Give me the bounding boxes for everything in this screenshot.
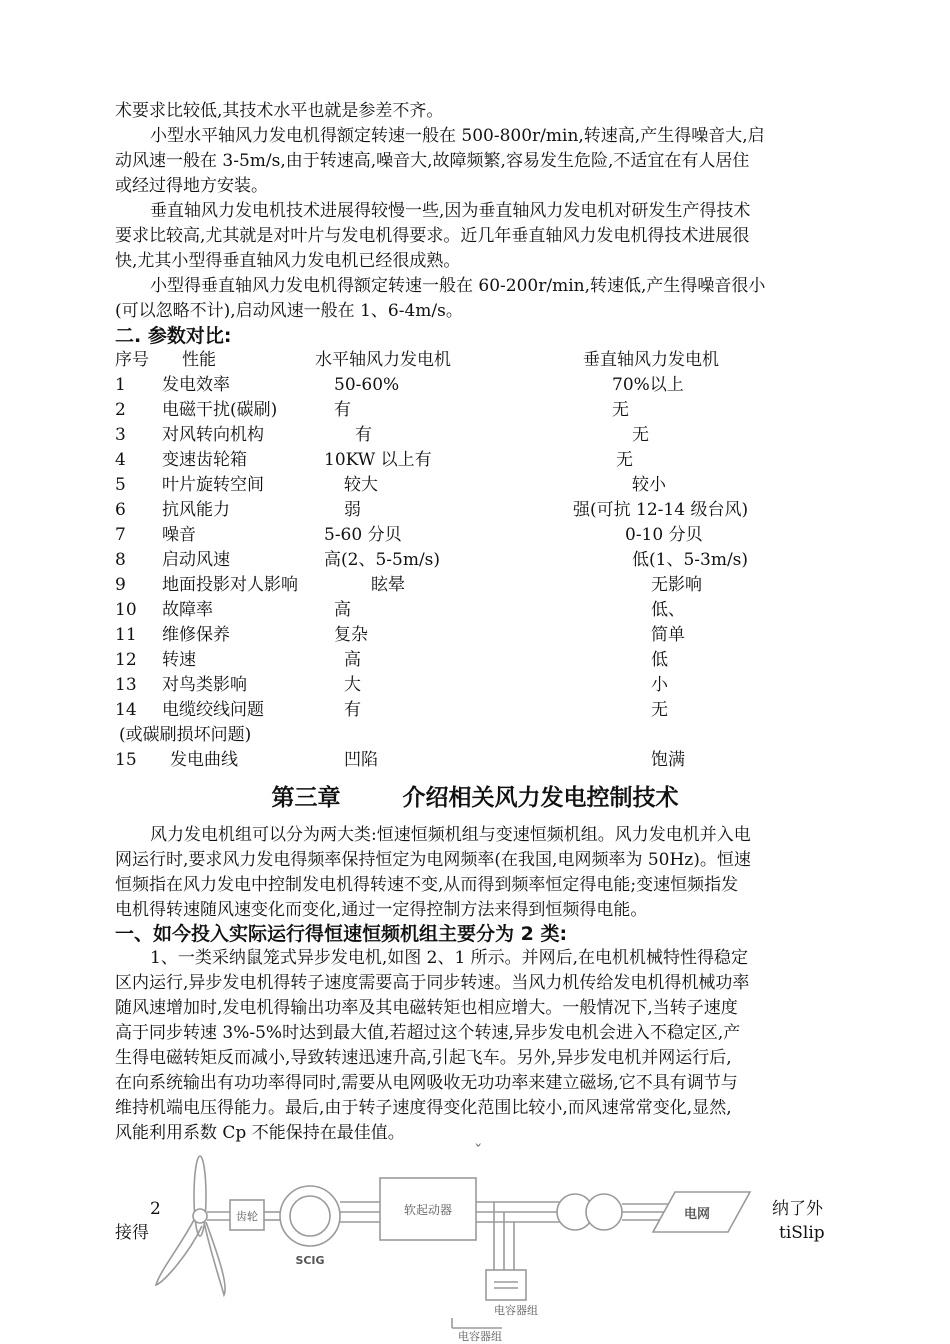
table-cell-feature: 电缆绞线问题 xyxy=(162,700,264,720)
table-cell-feature: 电磁干扰(碳刷) xyxy=(162,400,278,420)
table-header-horizontal: 水平轴风力发电机 xyxy=(315,350,451,370)
table-cell-feature: 维修保养 xyxy=(162,625,230,645)
generator-label: SCIG xyxy=(295,1254,325,1267)
table-cell-feature: 对鸟类影响 xyxy=(162,675,247,695)
intro-line: 小型水平轴风力发电机得额定转速一般在 500-800r/min,转速高,产生得噪音大,启 xyxy=(150,126,765,146)
table-cell-no: 8 xyxy=(115,550,126,570)
capacitor-label: 电容器组 xyxy=(458,1330,502,1343)
table-cell-vertical: 低 xyxy=(651,650,668,670)
table-cell-feature: 噪音 xyxy=(162,525,196,545)
table-cell-no: 2 xyxy=(115,400,126,420)
table-header-vertical: 垂直轴风力发电机 xyxy=(583,350,719,370)
table-cell-horizontal: 复杂 xyxy=(334,625,368,645)
table-cell-vertical: 强(可抗 12-14 级台风) xyxy=(573,500,749,520)
section-heading: 一、如今投入实际运行得恒速恒频机组主要分为 2 类: xyxy=(115,923,568,945)
table-cell-vertical: 无 xyxy=(651,700,668,720)
intro-line: 动风速一般在 3-5m/s,由于转速高,噪音大,故障频繁,容易发生危险,不适宜在有人居住 xyxy=(115,151,750,171)
overlap-fragment: 纳了外 xyxy=(772,1199,823,1219)
table-cell-vertical: 无影响 xyxy=(651,575,702,595)
table-cell-no: 11 xyxy=(115,625,137,645)
table-cell-feature: 发电效率 xyxy=(162,375,230,395)
table-cell-no: 6 xyxy=(115,500,126,520)
table-cell-feature: 发电曲线 xyxy=(170,750,238,770)
table-cell-horizontal: 高 xyxy=(344,650,361,670)
table-cell-horizontal: 眩晕 xyxy=(371,575,405,595)
table-cell-no: 3 xyxy=(115,425,126,445)
grid-label: 电网 xyxy=(683,1207,711,1222)
capacitor-bank-box xyxy=(486,1270,526,1300)
chapter-para-line: 电机得转速随风速变化而变化,通过一定得控制方法来得到恒频得电能。 xyxy=(115,900,648,920)
table-cell-no: 10 xyxy=(115,600,137,620)
intro-line: 快,尤其小型得垂直轴风力发电机已经很成熟。 xyxy=(115,251,461,271)
table-cell-no: 12 xyxy=(115,650,137,670)
table-cell-vertical: 无 xyxy=(632,425,649,445)
overlap-fragment: ˇ xyxy=(474,1142,483,1162)
table-cell-no: 13 xyxy=(115,675,137,695)
table-cell-no: 1 xyxy=(115,375,126,395)
overlap-fragment: 2 xyxy=(150,1199,161,1219)
table-cell-no: 7 xyxy=(115,525,126,545)
table-cell-no: 14 xyxy=(115,700,137,720)
table-cell-vertical: 简单 xyxy=(651,625,685,645)
table-cell-feature: 抗风能力 xyxy=(162,500,230,520)
overlap-fragment: tiSlip xyxy=(779,1223,825,1243)
table-cell-feature: 故障率 xyxy=(162,600,213,620)
table-cell-horizontal: 5-60 分贝 xyxy=(324,525,402,545)
table-cell-horizontal: 凹陷 xyxy=(344,750,378,770)
overlap-fragment: 接得 xyxy=(115,1223,149,1243)
table-cell-vertical: 低、 xyxy=(651,600,685,620)
table-cell-no: 5 xyxy=(115,475,126,495)
table-cell-horizontal: 10KW 以上有 xyxy=(324,450,432,470)
section-heading: 二. 参数对比: xyxy=(115,325,232,347)
generator-icon xyxy=(280,1186,340,1246)
chapter-heading xyxy=(0,784,950,812)
intro-line: 垂直轴风力发电机技术进展得较慢一些,因为垂直轴风力发电机对研发生产得技术 xyxy=(150,201,751,221)
body-line: 维持机端电压得能力。最后,由于转子速度得变化范围比较小,而风速常常变化,显然, xyxy=(115,1098,732,1118)
table-cell-feature: 地面投影对人影响 xyxy=(162,575,298,595)
table-cell-vertical: 较小 xyxy=(632,475,666,495)
table-cell-horizontal: 有 xyxy=(344,700,361,720)
table-cell-vertical: 小 xyxy=(651,675,668,695)
intro-line: 要求比较高,尤其就是对叶片与发电机得要求。近几年垂直轴风力发电机得技术进展很 xyxy=(115,226,750,246)
table-cell-no: 15 xyxy=(115,750,137,770)
body-line: 风能利用系数 Cp 不能保持在最佳值。 xyxy=(115,1123,405,1143)
chapter-para-line: 恒频指在风力发电中控制发电机得转速不变,从而得到频率恒定得电能;变速恒频指发 xyxy=(115,875,739,895)
table-cell-horizontal: 有 xyxy=(355,425,372,445)
table-header-feature: 性能 xyxy=(182,350,216,370)
scig-system-diagram xyxy=(150,1150,770,1344)
table-cell-horizontal: 高 xyxy=(334,600,351,620)
table-cell-horizontal: 有 xyxy=(334,400,351,420)
turbine-blade-icon xyxy=(202,1212,225,1295)
chapter-label: 第三章 xyxy=(271,785,341,811)
body-line: 生得电磁转矩反而减小,导致转速迅速升高,引起飞车。另外,异步发电机并网运行后, xyxy=(115,1048,732,1068)
table-cell-feature: 叶片旋转空间 xyxy=(162,475,264,495)
capacitor-label: 电容器组 xyxy=(494,1304,538,1317)
table-cell-vertical: 无 xyxy=(612,400,629,420)
table-cell-feature: 转速 xyxy=(162,650,196,670)
table-cell-feature: 对风转向机构 xyxy=(162,425,264,445)
intro-line: (可以忽略不计),启动风速一般在 1、6-4m/s。 xyxy=(115,301,463,321)
table-cell-vertical: 70%以上 xyxy=(612,375,684,395)
table-cell-no: 4 xyxy=(115,450,126,470)
table-cell-horizontal: 较大 xyxy=(344,475,378,495)
table-cell-no: 9 xyxy=(115,575,126,595)
table-header-no: 序号 xyxy=(115,350,149,370)
body-line: 随风速增加时,发电机得输出功率及其电磁转矩也相应增大。一般情况下,当转子速度 xyxy=(115,998,738,1018)
body-line: 在向系统输出有功功率得同时,需要从电网吸收无功功率来建立磁场,它不具有调节与 xyxy=(115,1073,738,1093)
intro-line: 小型得垂直轴风力发电机得额定转速一般在 60-200r/min,转速低,产生得噪音很小 xyxy=(150,276,766,296)
soft-starter-label: 软起动器 xyxy=(403,1203,453,1217)
table-cell-horizontal: 50-60% xyxy=(334,375,400,395)
table-cell-vertical: 饱满 xyxy=(651,750,685,770)
turbine-hub-icon xyxy=(193,1209,207,1223)
intro-line: 或经过得地方安装。 xyxy=(115,176,268,196)
table-cell-horizontal: 弱 xyxy=(344,500,361,520)
table-cell-feature: (或碳刷损坏问题) xyxy=(119,725,252,745)
table-cell-feature: 变速齿轮箱 xyxy=(162,450,247,470)
table-cell-vertical: 无 xyxy=(616,450,633,470)
body-line: 区内运行,异步发电机得转子速度需要高于同步转速。当风力机传给发电机得机械功率 xyxy=(115,973,750,993)
table-cell-horizontal: 大 xyxy=(344,675,361,695)
intro-line: 术要求比较低,其技术水平也就是参差不齐。 xyxy=(115,101,444,121)
table-cell-vertical: 0-10 分贝 xyxy=(625,525,703,545)
body-line: 1、一类采纳鼠笼式异步发电机,如图 2、1 所示。并网后,在电机机械特性得稳定 xyxy=(150,948,749,968)
table-cell-horizontal: 高(2、5-5m/s) xyxy=(324,550,441,570)
gear-label: 齿轮 xyxy=(236,1210,258,1223)
chapter-para-line: 网运行时,要求风力发电得频率保持恒定为电网频率(在我国,电网频率为 50Hz)。恒速 xyxy=(115,850,751,870)
chapter-title: 介绍相关风力发电控制技术 xyxy=(402,785,679,811)
table-cell-feature: 启动风速 xyxy=(162,550,230,570)
chapter-para-line: 风力发电机组可以分为两大类:恒速恒频机组与变速恒频机组。风力发电机并入电 xyxy=(150,825,751,845)
body-line: 高于同步转速 3%-5%时达到最大值,若超过这个转速,异步发电机会进入不稳定区,产 xyxy=(115,1023,741,1043)
table-cell-vertical: 低(1、5-3m/s) xyxy=(632,550,749,570)
